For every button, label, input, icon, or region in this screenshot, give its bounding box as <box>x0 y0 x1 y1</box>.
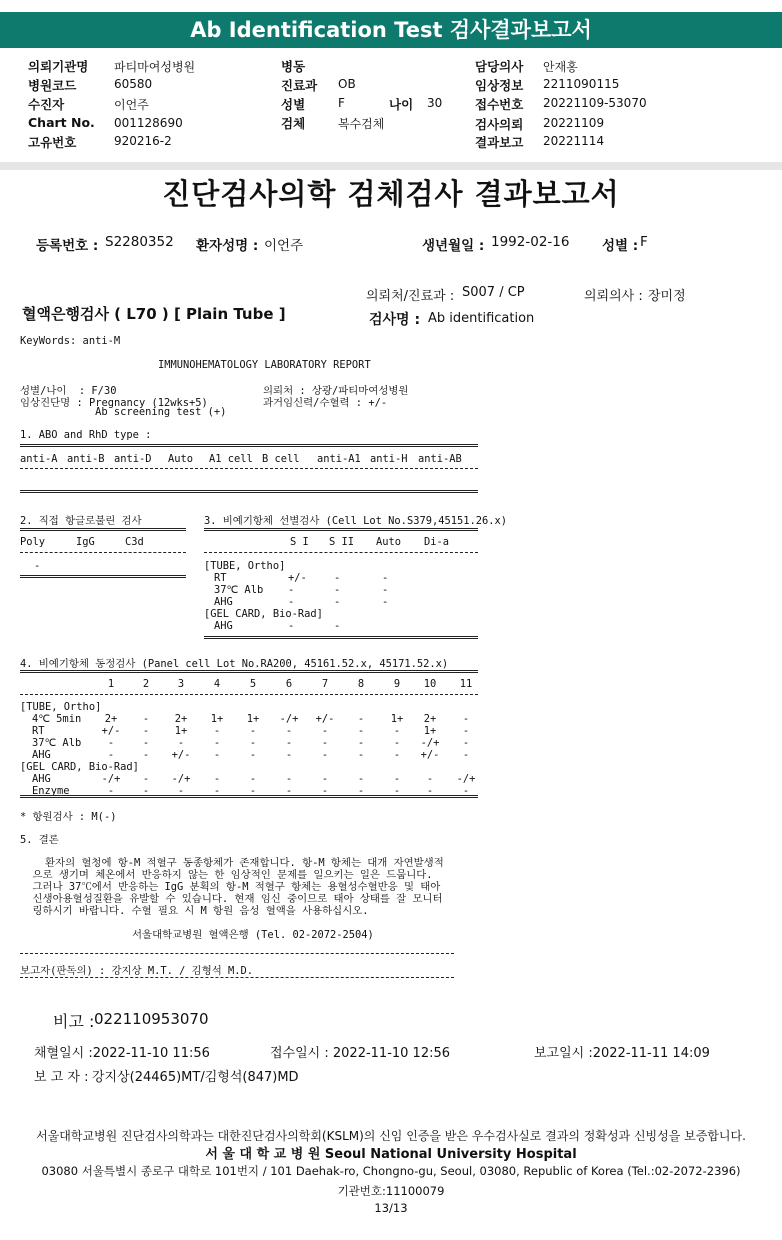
sex-value: F <box>640 234 648 250</box>
panel-cell: +/- <box>315 713 335 725</box>
conclusion-line-1: 환자의 혈청에 항-M 적혈구 동종항체가 존재합니다. 항-M 항체는 대개 자연발생적 <box>20 857 444 869</box>
screen-row-label: AHG <box>214 596 233 608</box>
panel-row-label: Enzyme <box>32 785 70 797</box>
panel-row-label: RT <box>32 725 45 737</box>
reporter-rule-bottom <box>20 977 454 978</box>
panel-cell: - <box>462 713 470 725</box>
screen-rule-top <box>204 528 478 531</box>
panel-cell: +/- <box>171 749 191 761</box>
footer-reporter-value: 강지상(24465)MT/김형석(847)MD <box>92 1070 299 1085</box>
dat-header-c3d: C3d <box>125 536 144 548</box>
lab-report-title: IMMUNOHEMATOLOGY LABORATORY REPORT <box>158 359 371 371</box>
abo-header-b-cell: B cell <box>262 453 300 465</box>
report-banner-title: Ab Identification Test 검사결과보고서 <box>0 12 782 48</box>
dob-value: 1992-02-16 <box>491 234 570 250</box>
panel-rule-mid <box>20 694 478 695</box>
panel-cell: - <box>321 785 329 797</box>
panel-header-cell: 5 <box>249 678 257 690</box>
panel-cell: - <box>285 785 293 797</box>
transfusion-history: 과거임신력/수혈력 : +/- <box>263 397 388 409</box>
patient-name-value: 이언주 <box>264 238 304 254</box>
screen-header-dia: Di-a <box>424 536 450 548</box>
panel-cell: - <box>177 785 185 797</box>
screen-header-s2: S II <box>329 536 355 548</box>
field-label-department: 진료과 <box>281 78 318 93</box>
panel-cell: - <box>462 785 470 797</box>
panel-cell: - <box>393 749 401 761</box>
collected-datetime: 채혈일시 :2022-11-10 11:56 <box>34 1046 210 1061</box>
screen-cell: - <box>288 584 295 596</box>
field-value-chart-no: 001128690 <box>114 116 183 130</box>
dat-value-poly: - <box>34 560 41 572</box>
panel-row-label: 37℃ Alb <box>32 737 82 749</box>
panel-cell: - <box>142 713 150 725</box>
panel-cell: 1+ <box>246 713 260 725</box>
panel-header-cell: 10 <box>423 678 437 690</box>
panel-cell: 1+ <box>390 713 404 725</box>
panel-cell: - <box>393 725 401 737</box>
clinical-dx-line-1: 임상진단명 : Pregnancy (12wks+5) <box>20 397 208 409</box>
patient-name-label: 환자성명 : <box>196 238 259 254</box>
screen-rule-bottom <box>204 636 478 639</box>
panel-cell: +/- <box>101 725 121 737</box>
panel-cell: - <box>393 773 401 785</box>
field-value-doctor: 안재홍 <box>543 60 578 74</box>
abo-header-anti-ab: anti-AB <box>418 453 462 465</box>
screen-rule-mid <box>204 552 478 553</box>
dept-label: 의뢰처/진료과 : <box>366 289 455 304</box>
section-dat-title: 2. 직접 항글로불린 검사 <box>20 515 142 527</box>
panel-cell: - <box>357 737 365 749</box>
panel-rule-top <box>20 670 478 673</box>
panel-cell: -/+ <box>456 773 476 785</box>
panel-cell: - <box>426 773 434 785</box>
panel-cell: - <box>285 737 293 749</box>
page-number: 13/13 <box>374 1201 408 1215</box>
panel-cell: - <box>249 785 257 797</box>
abo-rule-bottom <box>20 490 478 493</box>
field-value-request-date: 20221109 <box>543 116 605 130</box>
panel-row-label: 4℃ 5min <box>32 713 82 725</box>
panel-cell: -/+ <box>171 773 191 785</box>
dat-header-igg: IgG <box>76 536 95 548</box>
screen-cell: - <box>382 584 389 596</box>
panel-cell: - <box>107 785 115 797</box>
dat-rule-mid <box>20 552 186 553</box>
panel-cell: - <box>177 737 185 749</box>
panel-cell: - <box>249 773 257 785</box>
hospital-address: 03080 서울특별시 종로구 대학로 101번지 / 101 Daehak-ro, Chongno-gu, Seoul, 03080, Republic of Korea (Tel.:02-2072-2396) <box>41 1164 741 1178</box>
conclusion-line-2: 으로 생기며 체온에서 반응하지 않는 한 임상적인 문제를 일으키는 일은 드뭅니다. <box>20 869 433 881</box>
panel-cell: - <box>107 749 115 761</box>
field-value-sex: F <box>338 96 345 110</box>
screen-cell: - <box>334 572 341 584</box>
sex-age-line: 성별/나이 : F/30 <box>20 385 117 397</box>
panel-cell: - <box>393 737 401 749</box>
abo-rule-top <box>20 444 478 447</box>
panel-header-cell: 3 <box>177 678 185 690</box>
panel-cell: - <box>393 785 401 797</box>
antigen-test: * 항원검사 : M(-) <box>20 811 117 823</box>
sex-label: 성별 : <box>602 238 639 254</box>
institution-number: 기관번호:11100079 <box>337 1184 445 1198</box>
screen-row-label: [TUBE, Ortho] <box>204 560 286 572</box>
field-label-age: 나이 <box>389 97 414 112</box>
field-label-request-date: 검사의뢰 <box>475 117 524 132</box>
abo-header-anti-b: anti-B <box>67 453 105 465</box>
keywords: KeyWords: anti-M <box>20 335 121 347</box>
field-value-clinical-info: 2211090115 <box>543 77 620 91</box>
panel-header-cell: 4 <box>213 678 221 690</box>
field-label-doctor: 담당의사 <box>475 59 524 74</box>
hospital-name: 서 울 대 학 교 병 원 Seoul National University Hospital <box>205 1147 577 1162</box>
screen-row-label: 37℃ Alb <box>214 584 264 596</box>
panel-cell: - <box>249 725 257 737</box>
panel-cell: - <box>107 737 115 749</box>
reg-label: 등록번호 : <box>36 238 99 254</box>
field-value-report-date: 20221114 <box>543 134 605 148</box>
screen-cell: - <box>334 584 341 596</box>
screen-cell: - <box>334 596 341 608</box>
panel-cell: - <box>462 749 470 761</box>
field-value-unique-no: 920216-2 <box>114 134 172 148</box>
abo-header-anti-d: anti-D <box>114 453 152 465</box>
screen-cell: - <box>288 620 295 632</box>
panel-cell: - <box>321 773 329 785</box>
section-screen-title: 3. 비예기항체 선별검사 (Cell Lot No.S379,45151.26.x) <box>204 515 508 527</box>
panel-cell: - <box>462 737 470 749</box>
panel-row-label: [TUBE, Ortho] <box>20 701 102 713</box>
field-label-receipt-no: 접수번호 <box>475 97 524 112</box>
section-panel-title: 4. 비예기항체 동정검사 (Panel cell Lot No.RA200, 45161.52.x, 45171.52.x) <box>20 658 449 670</box>
field-label-chart-no: Chart No. <box>28 115 95 130</box>
panel-header-cell: 9 <box>393 678 401 690</box>
field-label-hospital: 의뢰기관명 <box>28 59 89 74</box>
dat-rule-bottom <box>20 575 186 578</box>
screen-header-s1: S I <box>290 536 309 548</box>
panel-cell: - <box>357 773 365 785</box>
panel-header-cell: 7 <box>321 678 329 690</box>
panel-cell: -/+ <box>101 773 121 785</box>
certification-note: 서울대학교병원 진단검사의학과는 대한진단검사의학회(KSLM)의 신임 인증을 받은 우수검사실로 결과의 정확성과 신빙성을 보증합니다. <box>36 1129 746 1143</box>
screen-cell: - <box>382 596 389 608</box>
screen-row-label: [GEL CARD, Bio-Rad] <box>204 608 323 620</box>
panel-cell: - <box>357 713 365 725</box>
test-group-title: 혈액은행검사 ( L70 ) [ Plain Tube ] <box>22 305 286 323</box>
panel-cell: - <box>285 725 293 737</box>
panel-cell: - <box>142 773 150 785</box>
referring-hospital: 의뢰처 : 상광/파티마여성병원 <box>263 385 409 397</box>
field-value-hospital-code: 60580 <box>114 77 153 91</box>
panel-cell: +/- <box>420 749 440 761</box>
panel-cell: 2+ <box>104 713 118 725</box>
panel-cell: 1+ <box>174 725 188 737</box>
field-label-unique-no: 고유번호 <box>28 135 77 150</box>
conclusion-line-3: 그러나 37℃에서 반응하는 IgG 분획의 항-M 적혈구 항체는 용혈성수혈반응 및 태아 <box>20 881 441 893</box>
remark-value: 022110953070 <box>94 1010 209 1028</box>
field-label-patient: 수진자 <box>28 97 65 112</box>
abo-header-auto: Auto <box>168 453 194 465</box>
panel-cell: - <box>357 785 365 797</box>
screen-header-auto: Auto <box>376 536 402 548</box>
panel-cell: - <box>321 725 329 737</box>
dept-value: S007 / CP <box>462 285 525 300</box>
panel-cell: 1+ <box>423 725 437 737</box>
reg-value: S2280352 <box>105 234 174 250</box>
field-value-patient: 이언주 <box>114 98 149 112</box>
remark-label: 비고 : <box>53 1012 95 1031</box>
conclusion-line-4: 신생아용혈성질환을 유발할 수 있습니다. 현재 임신 중이므로 태아 상태를 잘 모니터 <box>20 893 443 905</box>
screen-cell: +/- <box>288 572 307 584</box>
field-value-department: OB <box>338 77 356 91</box>
dob-label: 생년월일 : <box>422 238 485 254</box>
panel-cell: - <box>213 785 221 797</box>
panel-cell: - <box>321 737 329 749</box>
panel-cell: 2+ <box>174 713 188 725</box>
section-separator <box>0 162 782 170</box>
panel-cell: - <box>426 785 434 797</box>
screen-row-label: RT <box>214 572 227 584</box>
panel-cell: - <box>142 737 150 749</box>
panel-row-label: [GEL CARD, Bio-Rad] <box>20 761 139 773</box>
test-name-label: 검사명 : <box>369 312 421 328</box>
ordering-doctor-value: 장미정 <box>648 289 686 304</box>
abo-rule-mid <box>20 468 478 469</box>
panel-cell: - <box>213 773 221 785</box>
report-title: 진단검사의학 검체검사 결과보고서 <box>162 177 620 211</box>
panel-cell: -/+ <box>279 713 299 725</box>
received-datetime: 접수일시 : 2022-11-10 12:56 <box>270 1046 451 1061</box>
dat-header-poly: Poly <box>20 536 46 548</box>
field-value-receipt-no: 20221109-53070 <box>543 96 647 110</box>
panel-header-cell: 1 <box>107 678 115 690</box>
panel-cell: - <box>249 749 257 761</box>
panel-rule-bottom <box>20 795 478 798</box>
panel-header-cell: 2 <box>142 678 150 690</box>
field-label-sex: 성별 <box>281 97 306 112</box>
dat-rule-top <box>20 528 186 531</box>
panel-row-label: AHG <box>32 749 51 761</box>
panel-cell: - <box>249 737 257 749</box>
section-abo-title: 1. ABO and RhD type : <box>20 429 152 441</box>
panel-cell: - <box>213 725 221 737</box>
panel-header-cell: 6 <box>285 678 293 690</box>
screen-row-label: AHG <box>214 620 233 632</box>
abo-header-anti-a: anti-A <box>20 453 58 465</box>
panel-header-cell: 8 <box>357 678 365 690</box>
abo-header-anti-h: anti-H <box>370 453 408 465</box>
abo-header-anti-a1: anti-A1 <box>317 453 361 465</box>
panel-cell: -/+ <box>420 737 440 749</box>
clinical-dx-line-2: Ab screening test (+) <box>20 406 227 418</box>
field-label-report-date: 결과보고 <box>475 135 524 150</box>
panel-cell: - <box>142 725 150 737</box>
panel-header-cell: 11 <box>459 678 473 690</box>
panel-cell: - <box>357 749 365 761</box>
field-value-age: 30 <box>427 96 443 110</box>
reporter-line: 보고자(판독의) : 강지상 M.T. / 김형석 M.D. <box>20 965 254 977</box>
field-value-hospital: 파티마여성병원 <box>114 60 196 74</box>
panel-cell: - <box>462 725 470 737</box>
panel-cell: - <box>285 773 293 785</box>
conclusion-line-5: 링하시기 바랍니다. 수혈 필요 시 M 항원 음성 혈액을 사용하십시오. <box>20 905 369 917</box>
footer-reporter-label: 보 고 자 : <box>34 1070 89 1085</box>
screen-cell: - <box>334 620 341 632</box>
test-name-value: Ab identification <box>428 311 535 326</box>
ordering-doctor-label: 의뢰의사 : <box>584 289 643 304</box>
panel-cell: 2+ <box>423 713 437 725</box>
bloodbank-contact: 서울대학교병원 혈액은행 (Tel. 02-2072-2504) <box>132 929 374 941</box>
panel-cell: - <box>213 749 221 761</box>
panel-cell: - <box>142 785 150 797</box>
panel-cell: - <box>357 725 365 737</box>
section-conclusion-title: 5. 결론 <box>20 834 59 846</box>
panel-cell: 1+ <box>210 713 224 725</box>
reporter-rule-top <box>20 953 454 954</box>
abo-header-a1-cell: A1 cell <box>209 453 253 465</box>
panel-cell: - <box>285 749 293 761</box>
field-label-specimen: 검체 <box>281 116 306 131</box>
screen-cell: - <box>382 572 389 584</box>
screen-cell: - <box>288 596 295 608</box>
panel-cell: - <box>321 749 329 761</box>
reported-datetime: 보고일시 :2022-11-11 14:09 <box>534 1046 710 1061</box>
panel-row-label: AHG <box>32 773 51 785</box>
panel-cell: - <box>213 737 221 749</box>
field-label-ward: 병동 <box>281 59 306 74</box>
panel-cell: - <box>142 749 150 761</box>
field-label-clinical-info: 임상정보 <box>475 78 524 93</box>
field-value-specimen: 복수검체 <box>338 117 385 131</box>
field-label-hospital-code: 병원코드 <box>28 78 77 93</box>
